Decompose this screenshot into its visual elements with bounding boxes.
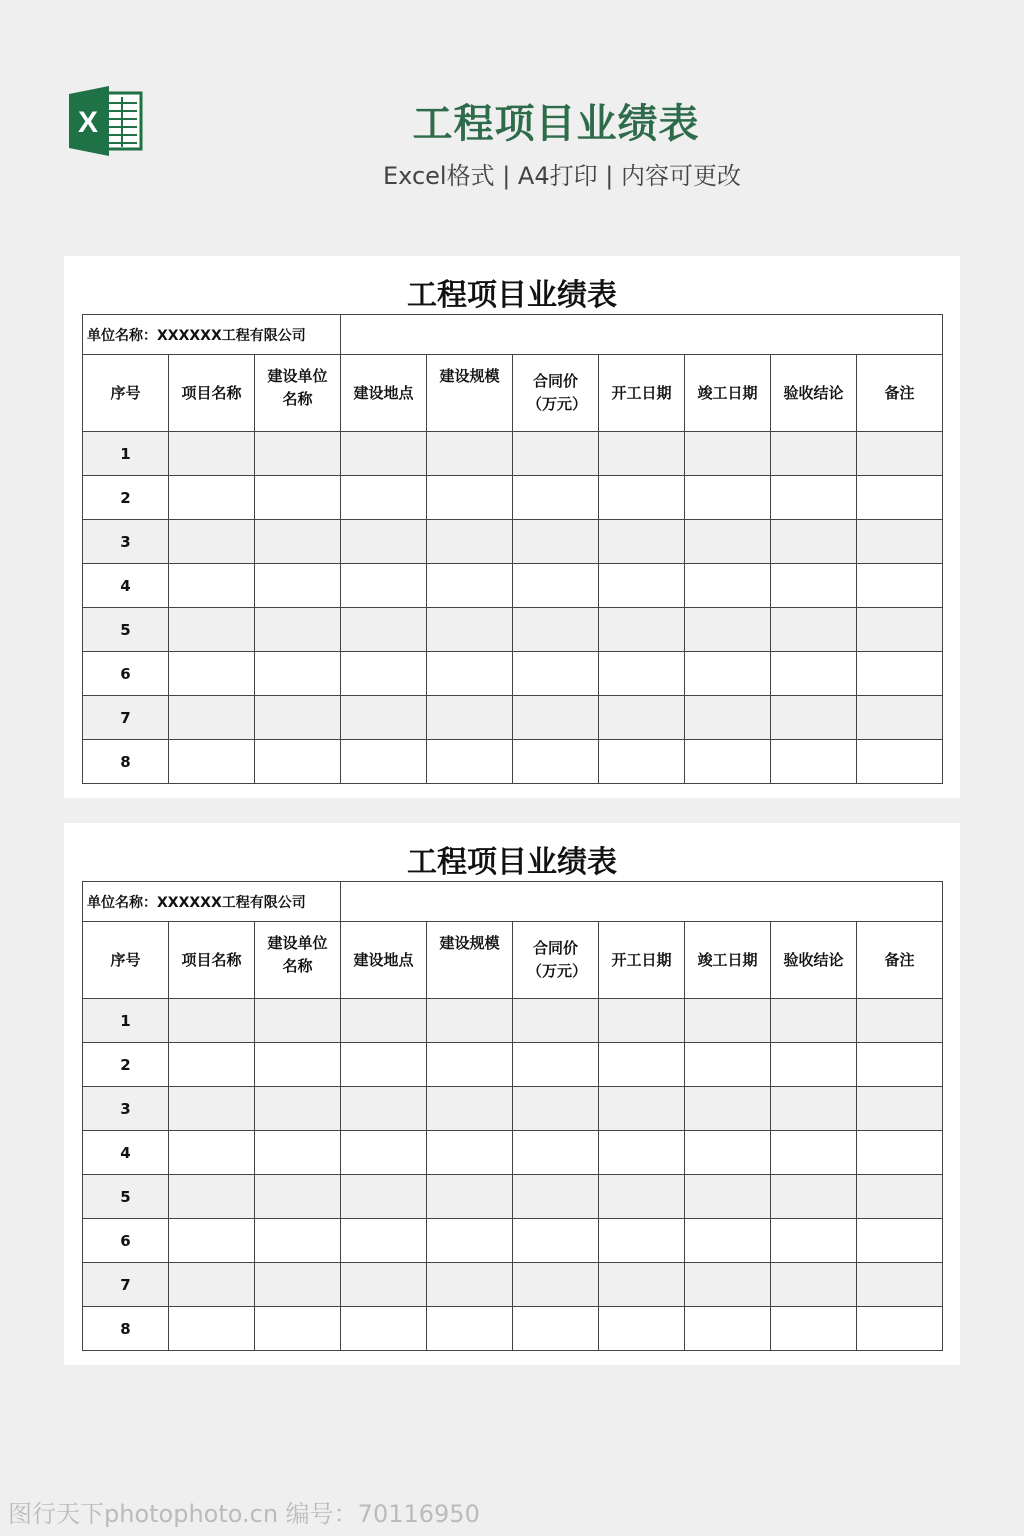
table-cell[interactable]	[255, 652, 341, 696]
table-cell[interactable]	[513, 476, 599, 520]
table-cell[interactable]	[599, 1263, 685, 1307]
table-cell[interactable]	[427, 608, 513, 652]
column-header: 开工日期	[599, 355, 685, 432]
table-cell[interactable]	[255, 1087, 341, 1131]
table-row	[83, 1263, 943, 1307]
table-cell[interactable]	[513, 740, 599, 784]
table-cell[interactable]	[341, 740, 427, 784]
table-cell[interactable]	[857, 696, 943, 740]
table-cell[interactable]	[599, 696, 685, 740]
unit-name-label: 单位名称：XXXXXX工程有限公司	[83, 315, 341, 355]
column-header: 合同价（万元）	[513, 355, 599, 432]
table-cell[interactable]	[255, 740, 341, 784]
column-header: 建设规模	[427, 922, 513, 999]
table-cell[interactable]	[857, 1175, 943, 1219]
table-cell[interactable]	[513, 520, 599, 564]
table-cell[interactable]	[599, 1087, 685, 1131]
column-header: 序号	[83, 922, 169, 999]
column-header: 建设地点	[341, 922, 427, 999]
table-cell[interactable]	[513, 432, 599, 476]
table-cell[interactable]	[771, 1175, 857, 1219]
row-number-cell: 6	[83, 1219, 169, 1263]
table-cell[interactable]	[857, 432, 943, 476]
table-cell[interactable]	[255, 1263, 341, 1307]
table-cell[interactable]	[685, 999, 771, 1043]
table-cell[interactable]	[427, 1043, 513, 1087]
table-cell[interactable]	[255, 1175, 341, 1219]
table-cell[interactable]	[513, 652, 599, 696]
column-header: 备注	[857, 355, 943, 432]
table-row	[83, 1307, 943, 1351]
table-cell[interactable]	[169, 608, 255, 652]
table-cell[interactable]	[513, 1043, 599, 1087]
column-header: 序号	[83, 355, 169, 432]
table-cell[interactable]	[427, 432, 513, 476]
table-cell[interactable]	[857, 1219, 943, 1263]
table-cell[interactable]	[427, 1131, 513, 1175]
table-cell[interactable]	[169, 1087, 255, 1131]
unit-row	[83, 882, 943, 922]
table-cell[interactable]	[341, 432, 427, 476]
table-cell[interactable]	[169, 696, 255, 740]
row-number-cell: 4	[83, 1131, 169, 1175]
table-cell[interactable]	[685, 1087, 771, 1131]
table-row	[83, 608, 943, 652]
table-row	[83, 652, 943, 696]
sheet-card	[64, 256, 960, 798]
table-cell[interactable]	[857, 1043, 943, 1087]
table-cell[interactable]	[771, 1043, 857, 1087]
table-cell[interactable]	[427, 652, 513, 696]
table-cell[interactable]	[771, 1307, 857, 1351]
row-number-cell: 3	[83, 520, 169, 564]
table-cell[interactable]	[427, 1175, 513, 1219]
table-cell[interactable]	[857, 999, 943, 1043]
table-cell[interactable]	[427, 1307, 513, 1351]
table-row	[83, 564, 943, 608]
table-cell[interactable]	[685, 1263, 771, 1307]
header-row	[83, 355, 943, 432]
column-header: 验收结论	[771, 922, 857, 999]
table-cell[interactable]	[341, 476, 427, 520]
table-cell[interactable]	[599, 1219, 685, 1263]
table-cell[interactable]	[169, 1175, 255, 1219]
table-cell[interactable]	[255, 696, 341, 740]
table-cell[interactable]	[685, 476, 771, 520]
column-header: 竣工日期	[685, 922, 771, 999]
table-cell[interactable]	[513, 1175, 599, 1219]
table-cell[interactable]	[599, 1131, 685, 1175]
table-cell[interactable]	[427, 1263, 513, 1307]
table-cell[interactable]	[857, 1263, 943, 1307]
table-row	[83, 999, 943, 1043]
table-cell[interactable]	[685, 1307, 771, 1351]
table-cell[interactable]	[427, 564, 513, 608]
table-cell[interactable]	[513, 696, 599, 740]
row-number-cell: 7	[83, 696, 169, 740]
table-cell[interactable]	[857, 1307, 943, 1351]
table-cell[interactable]	[685, 520, 771, 564]
excel-logo-letter: X	[77, 106, 99, 139]
table-cell[interactable]	[857, 564, 943, 608]
table-cell[interactable]	[341, 1043, 427, 1087]
table-cell[interactable]	[513, 1131, 599, 1175]
table-cell[interactable]	[169, 1043, 255, 1087]
table-cell[interactable]	[255, 1043, 341, 1087]
table-cell[interactable]	[599, 740, 685, 784]
column-header: 建设单位名称	[255, 355, 341, 432]
column-header: 验收结论	[771, 355, 857, 432]
table-cell[interactable]	[169, 1219, 255, 1263]
table-cell[interactable]	[255, 608, 341, 652]
unit-name-value-cell[interactable]	[341, 882, 943, 922]
table-cell[interactable]	[255, 1307, 341, 1351]
sheet-title: 工程项目业绩表	[407, 278, 617, 313]
table-cell[interactable]	[341, 1307, 427, 1351]
table-cell[interactable]	[599, 608, 685, 652]
table-cell[interactable]	[771, 999, 857, 1043]
table-row	[83, 520, 943, 564]
table-cell[interactable]	[685, 652, 771, 696]
table-cell[interactable]	[169, 564, 255, 608]
table-cell[interactable]	[341, 564, 427, 608]
table-cell[interactable]	[685, 740, 771, 784]
table-cell[interactable]	[771, 1131, 857, 1175]
table-cell[interactable]	[599, 652, 685, 696]
table-cell[interactable]	[513, 1307, 599, 1351]
table-row	[83, 432, 943, 476]
table-cell[interactable]	[599, 1043, 685, 1087]
table-cell[interactable]	[685, 696, 771, 740]
table-cell[interactable]	[771, 608, 857, 652]
table-cell[interactable]	[599, 476, 685, 520]
sheet-card	[64, 823, 960, 1365]
table-cell[interactable]	[341, 696, 427, 740]
table-cell[interactable]	[599, 999, 685, 1043]
hero-subtitle: Excel格式 | A4打印 | 内容可更改	[383, 162, 741, 190]
table-cell[interactable]	[341, 1263, 427, 1307]
sheet-title: 工程项目业绩表	[407, 845, 617, 880]
column-header: 建设地点	[341, 355, 427, 432]
table-cell[interactable]	[513, 608, 599, 652]
column-header: 备注	[857, 922, 943, 999]
table-cell[interactable]	[513, 1087, 599, 1131]
table-row	[83, 1219, 943, 1263]
table-row	[83, 1087, 943, 1131]
table-cell[interactable]	[685, 1219, 771, 1263]
row-number-cell: 4	[83, 564, 169, 608]
table-cell[interactable]	[341, 999, 427, 1043]
table-cell[interactable]	[771, 1087, 857, 1131]
column-header: 合同价（万元）	[513, 922, 599, 999]
table-cell[interactable]	[857, 1131, 943, 1175]
table-cell[interactable]	[771, 740, 857, 784]
column-header: 建设规模	[427, 355, 513, 432]
table-cell[interactable]	[169, 520, 255, 564]
row-number-cell: 6	[83, 652, 169, 696]
table-row	[83, 1175, 943, 1219]
table-cell[interactable]	[857, 1087, 943, 1131]
table-cell[interactable]	[771, 1263, 857, 1307]
performance-table	[82, 314, 943, 784]
unit-row	[83, 315, 943, 355]
table-cell[interactable]	[341, 1131, 427, 1175]
table-cell[interactable]	[857, 740, 943, 784]
table-cell[interactable]	[685, 432, 771, 476]
table-cell[interactable]	[685, 1131, 771, 1175]
table-cell[interactable]	[255, 999, 341, 1043]
table-row	[83, 476, 943, 520]
table-cell[interactable]	[169, 1263, 255, 1307]
column-header: 竣工日期	[685, 355, 771, 432]
table-cell[interactable]	[513, 1219, 599, 1263]
unit-name-label: 单位名称：XXXXXX工程有限公司	[83, 882, 341, 922]
table-cell[interactable]	[169, 1131, 255, 1175]
table-cell[interactable]	[685, 564, 771, 608]
table-cell[interactable]	[255, 564, 341, 608]
table-cell[interactable]	[599, 432, 685, 476]
table-cell[interactable]	[427, 999, 513, 1043]
table-cell[interactable]	[341, 520, 427, 564]
table-cell[interactable]	[685, 608, 771, 652]
row-number-cell: 3	[83, 1087, 169, 1131]
table-cell[interactable]	[169, 432, 255, 476]
table-cell[interactable]	[771, 1219, 857, 1263]
column-header: 项目名称	[169, 355, 255, 432]
table-cell[interactable]	[169, 740, 255, 784]
table-cell[interactable]	[169, 999, 255, 1043]
table-cell[interactable]	[685, 1043, 771, 1087]
table-cell[interactable]	[771, 564, 857, 608]
table-cell[interactable]	[427, 740, 513, 784]
unit-name-value-cell[interactable]	[341, 315, 943, 355]
table-cell[interactable]	[857, 608, 943, 652]
performance-table	[82, 881, 943, 1351]
table-cell[interactable]	[599, 564, 685, 608]
table-row	[83, 1043, 943, 1087]
hero-title: 工程项目业绩表	[412, 101, 700, 147]
table-cell[interactable]	[341, 1175, 427, 1219]
table-cell[interactable]	[513, 564, 599, 608]
table-cell[interactable]	[255, 520, 341, 564]
header-row	[83, 922, 943, 999]
table-cell[interactable]	[771, 432, 857, 476]
table-cell[interactable]	[255, 1131, 341, 1175]
table-cell[interactable]	[255, 1219, 341, 1263]
table-cell[interactable]	[341, 608, 427, 652]
watermark-text: 图行天下photophoto.cn 编号：70116950	[8, 1500, 480, 1528]
row-number-cell: 7	[83, 1263, 169, 1307]
table-cell[interactable]	[599, 520, 685, 564]
table-cell[interactable]	[427, 696, 513, 740]
table-cell[interactable]	[771, 476, 857, 520]
table-row	[83, 740, 943, 784]
table-cell[interactable]	[771, 696, 857, 740]
table-row	[83, 1131, 943, 1175]
table-cell[interactable]	[255, 476, 341, 520]
table-row	[83, 696, 943, 740]
table-cell[interactable]	[857, 652, 943, 696]
row-number-cell: 1	[83, 432, 169, 476]
row-number-cell: 1	[83, 999, 169, 1043]
table-cell[interactable]	[427, 1219, 513, 1263]
table-cell[interactable]	[771, 652, 857, 696]
table-cell[interactable]	[513, 1263, 599, 1307]
row-number-cell: 2	[83, 1043, 169, 1087]
table-cell[interactable]	[169, 1307, 255, 1351]
table-cell[interactable]	[857, 476, 943, 520]
row-number-cell: 2	[83, 476, 169, 520]
table-cell[interactable]	[341, 1087, 427, 1131]
row-number-cell: 8	[83, 1307, 169, 1351]
table-cell[interactable]	[685, 1175, 771, 1219]
table-cell[interactable]	[599, 1307, 685, 1351]
table-cell[interactable]	[427, 1087, 513, 1131]
column-header: 开工日期	[599, 922, 685, 999]
table-cell[interactable]	[771, 520, 857, 564]
table-cell[interactable]	[427, 476, 513, 520]
table-cell[interactable]	[169, 652, 255, 696]
table-cell[interactable]	[341, 1219, 427, 1263]
column-header: 项目名称	[169, 922, 255, 999]
table-cell[interactable]	[513, 999, 599, 1043]
row-number-cell: 8	[83, 740, 169, 784]
table-cell[interactable]	[341, 652, 427, 696]
table-cell[interactable]	[857, 520, 943, 564]
table-cell[interactable]	[255, 432, 341, 476]
row-number-cell: 5	[83, 1175, 169, 1219]
table-cell[interactable]	[169, 476, 255, 520]
row-number-cell: 5	[83, 608, 169, 652]
table-cell[interactable]	[599, 1175, 685, 1219]
column-header: 建设单位名称	[255, 922, 341, 999]
table-cell[interactable]	[427, 520, 513, 564]
